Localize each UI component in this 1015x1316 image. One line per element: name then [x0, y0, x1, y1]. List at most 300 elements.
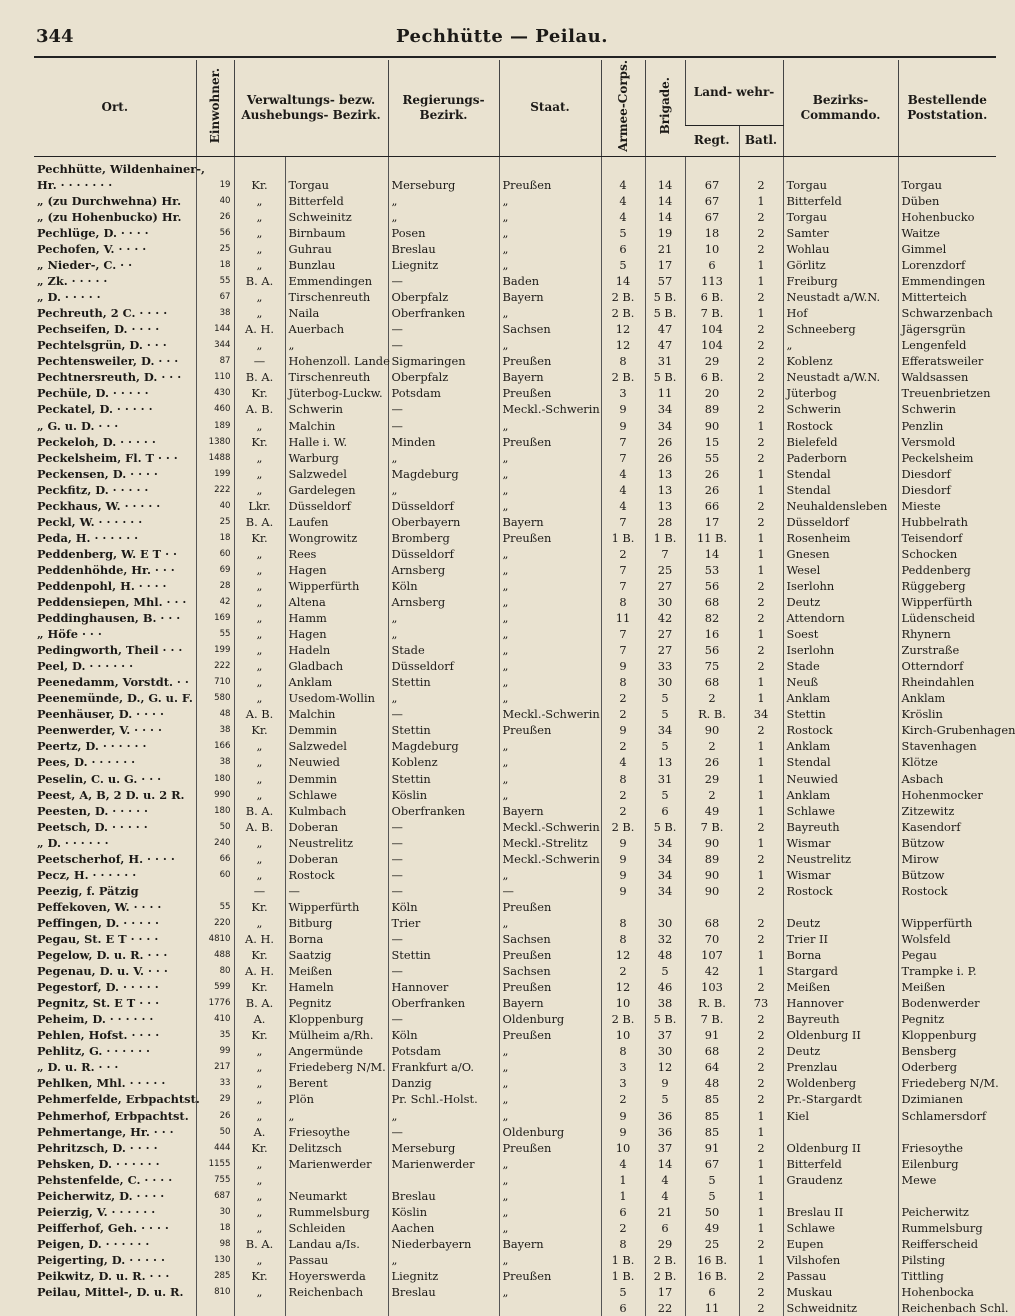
bataillon-cell: 2 [739, 1075, 783, 1091]
regierung-cell: — [388, 1124, 499, 1140]
col-header-poststation: Bestellende Poststation. [898, 60, 996, 156]
verwaltung-type-cell: Kr. [234, 530, 285, 546]
table-row [34, 690, 996, 706]
armee-corps-cell: 9 [601, 883, 645, 899]
regiment-cell: 11 B. [685, 530, 739, 546]
table-row [34, 771, 996, 787]
einwohner-cell: 30 [196, 1204, 234, 1220]
einwohner-cell: 38 [196, 754, 234, 770]
ort-cell: Pegnitz, St. E T · · · [37, 996, 160, 1011]
staat-cell: Preußen [499, 899, 601, 915]
verwaltung-bezirk-cell: „ [285, 337, 388, 353]
armee-corps-cell: 4 [601, 1156, 645, 1172]
table-row [34, 1075, 996, 1091]
bataillon-cell: 2 [739, 915, 783, 931]
regiment-cell: 67 [685, 193, 739, 209]
poststation-cell [898, 156, 996, 177]
poststation-cell: Hohenbucko [898, 209, 996, 225]
bataillon-cell: 1 [739, 305, 783, 321]
brigade-cell: 46 [645, 979, 685, 995]
staat-cell: „ [499, 1075, 601, 1091]
ort-cell: „ Nieder-, C. · · [37, 258, 133, 273]
regierung-cell: „ [388, 1252, 499, 1268]
table-row [34, 337, 996, 353]
staat-cell: Preußen [499, 177, 601, 193]
einwohner-cell: 444 [196, 1140, 234, 1156]
ort-cell: Pehlitz, G. · · · · · · [37, 1044, 150, 1059]
bezirkskommando-cell: Bitterfeld [783, 1156, 898, 1172]
bezirkskommando-cell: Anklam [783, 787, 898, 803]
ort-cell: „ Zk. · · · · · [37, 274, 108, 289]
verwaltung-bezirk-cell: Bitterfeld [285, 193, 388, 209]
verwaltung-bezirk-cell: Malchin [285, 706, 388, 722]
regierung-cell: Magdeburg [388, 466, 499, 482]
poststation-cell: Schocken [898, 546, 996, 562]
armee-corps-cell: 2 B. [601, 289, 645, 305]
brigade-cell: 37 [645, 1140, 685, 1156]
einwohner-cell: 19 [196, 177, 234, 193]
bezirkskommando-cell: Torgau [783, 209, 898, 225]
armee-corps-cell: 2 [601, 706, 645, 722]
verwaltung-type-cell: Kr. [234, 979, 285, 995]
poststation-cell: Asbach [898, 771, 996, 787]
verwaltung-type-cell: „ [234, 450, 285, 466]
verwaltung-bezirk-cell: Reichenbach [285, 1284, 388, 1300]
regiment-cell: 64 [685, 1059, 739, 1075]
bezirkskommando-cell: Pr.-Stargardt [783, 1091, 898, 1107]
ort-cell: Peesten, D. · · · · · [37, 803, 148, 818]
einwohner-cell: 410 [196, 1011, 234, 1027]
staat-cell: Preußen [499, 434, 601, 450]
einwohner-cell: 180 [196, 803, 234, 819]
table-row [34, 835, 996, 851]
einwohner-cell: 26 [196, 209, 234, 225]
poststation-cell: Tittling [898, 1268, 996, 1284]
table-row [34, 466, 996, 482]
regiment-cell: 2 [685, 738, 739, 754]
regiment-cell: 104 [685, 321, 739, 337]
einwohner-cell: 33 [196, 1075, 234, 1091]
staat-cell: „ [499, 305, 601, 321]
regierung-cell: Düsseldorf [388, 498, 499, 514]
poststation-cell: Rhynern [898, 626, 996, 642]
table-row [34, 1172, 996, 1188]
ort-cell: Pechtnersreuth, D. · · · [37, 370, 182, 385]
armee-corps-cell [601, 899, 645, 915]
brigade-cell: 13 [645, 482, 685, 498]
armee-corps-cell: 9 [601, 722, 645, 738]
staat-cell: „ [499, 738, 601, 754]
bataillon-cell: 2 [739, 1284, 783, 1300]
regierung-cell: — [388, 401, 499, 417]
poststation-cell: Efferatsweiler [898, 353, 996, 369]
regiment-cell: 68 [685, 674, 739, 690]
bezirkskommando-cell: Anklam [783, 690, 898, 706]
bezirkskommando-cell [783, 1124, 898, 1140]
brigade-cell: 4 [645, 1188, 685, 1204]
regiment-cell: 50 [685, 1204, 739, 1220]
verwaltung-bezirk-cell: Halle i. W. [285, 434, 388, 450]
regierung-cell: „ [388, 450, 499, 466]
verwaltung-bezirk-cell: Tirschenreuth [285, 369, 388, 385]
staat-cell: „ [499, 626, 601, 642]
ort-cell: Peifferhof, Geh. · · · · [37, 1220, 169, 1235]
table-row [34, 1156, 996, 1172]
armee-corps-cell: 1 B. [601, 530, 645, 546]
brigade-cell: 30 [645, 674, 685, 690]
regierung-cell: Stade [388, 642, 499, 658]
poststation-cell: Peckelsheim [898, 450, 996, 466]
table-row [34, 434, 996, 450]
bataillon-cell: 1 [739, 803, 783, 819]
staat-cell: „ [499, 1059, 601, 1075]
regiment-cell: 56 [685, 578, 739, 594]
ort-cell: Pegau, St. E T · · · · [37, 932, 159, 946]
regiment-cell: 107 [685, 947, 739, 963]
bataillon-cell: 1 [739, 1108, 783, 1124]
verwaltung-type-cell: Kr. [234, 722, 285, 738]
armee-corps-cell: 4 [601, 498, 645, 514]
ort-cell: Pechreuth, 2 C. · · · · [37, 306, 168, 321]
ort-cell: Peikwitz, D. u. R. · · · [37, 1268, 170, 1283]
einwohner-cell: 60 [196, 546, 234, 562]
ort-cell: Pechlüge, D. · · · · [37, 225, 149, 240]
bataillon-cell: 1 [739, 738, 783, 754]
einwohner-cell: 130 [196, 1252, 234, 1268]
armee-corps-cell: 3 [601, 385, 645, 401]
regierung-cell: Stettin [388, 947, 499, 963]
bataillon-cell: 2 [739, 289, 783, 305]
col-header-regierung: Regierungs- Bezirk. [388, 60, 499, 156]
bezirkskommando-cell: Gnesen [783, 546, 898, 562]
brigade-cell [645, 156, 685, 177]
einwohner-cell: 67 [196, 289, 234, 305]
bataillon-cell [739, 156, 783, 177]
brigade-cell: 34 [645, 867, 685, 883]
verwaltung-type-cell: — [234, 353, 285, 369]
bataillon-cell: 2 [739, 450, 783, 466]
bataillon-cell: 2 [739, 594, 783, 610]
regiment-cell: 29 [685, 771, 739, 787]
regierung-cell: Köslin [388, 787, 499, 803]
verwaltung-bezirk-cell: Tirschenreuth [285, 289, 388, 305]
armee-corps-cell: 2 [601, 963, 645, 979]
staat-cell: „ [499, 1204, 601, 1220]
table-row [34, 787, 996, 803]
brigade-cell: 34 [645, 883, 685, 899]
verwaltung-type-cell: „ [234, 1043, 285, 1059]
brigade-cell: 47 [645, 321, 685, 337]
poststation-cell: Otterndorf [898, 658, 996, 674]
brigade-cell: 14 [645, 193, 685, 209]
armee-corps-cell: 12 [601, 979, 645, 995]
table-row [34, 915, 996, 931]
armee-corps-cell: 11 [601, 610, 645, 626]
einwohner-cell: 42 [196, 594, 234, 610]
verwaltung-type-cell: A. [234, 1124, 285, 1140]
verwaltung-type-cell: Kr. [234, 1140, 285, 1156]
armee-corps-cell: 7 [601, 434, 645, 450]
poststation-cell: Dzimianen [898, 1091, 996, 1107]
staat-cell: „ [499, 337, 601, 353]
staat-cell: Preußen [499, 530, 601, 546]
regiment-cell: 15 [685, 434, 739, 450]
verwaltung-bezirk-cell: Wipperfürth [285, 899, 388, 915]
armee-corps-cell: 2 [601, 1091, 645, 1107]
verwaltung-bezirk-cell: Doberan [285, 851, 388, 867]
regiment-cell: 90 [685, 722, 739, 738]
table-row [34, 1284, 996, 1300]
einwohner-cell: 28 [196, 578, 234, 594]
table-row [34, 610, 996, 626]
bataillon-cell: 1 [739, 482, 783, 498]
regiment-cell: 85 [685, 1108, 739, 1124]
brigade-cell: 34 [645, 417, 685, 433]
einwohner-cell: 110 [196, 369, 234, 385]
bataillon-cell: 2 [739, 369, 783, 385]
bataillon-cell: 2 [739, 883, 783, 899]
regierung-cell: — [388, 851, 499, 867]
poststation-cell: Zitzewitz [898, 803, 996, 819]
table-row [34, 289, 996, 305]
poststation-cell: Peicherwitz [898, 1204, 996, 1220]
ort-cell: Peierzig, V. · · · · · · [37, 1204, 156, 1219]
verwaltung-type-cell: „ [234, 1075, 285, 1091]
einwohner-cell: 66 [196, 851, 234, 867]
verwaltung-type-cell: B. A. [234, 1236, 285, 1252]
verwaltung-type-cell: Kr. [234, 1027, 285, 1043]
ort-cell: Pechüle, D. · · · · · [37, 386, 149, 401]
armee-corps-cell: 10 [601, 1027, 645, 1043]
staat-cell: Preußen [499, 353, 601, 369]
regierung-cell: Stettin [388, 771, 499, 787]
bataillon-cell: 1 [739, 771, 783, 787]
bataillon-cell: 2 [739, 498, 783, 514]
regiment-cell: 26 [685, 466, 739, 482]
ort-cell: Pehstenfelde, C. · · · · [37, 1172, 173, 1187]
regiment-cell: 89 [685, 401, 739, 417]
regiment-cell: R. B. [685, 995, 739, 1011]
ort-cell: Peel, D. · · · · · · [37, 659, 134, 674]
regiment-cell: 104 [685, 337, 739, 353]
staat-cell: Sachsen [499, 931, 601, 947]
verwaltung-bezirk-cell: Schwerin [285, 401, 388, 417]
ort-cell: Pegestorf, D. · · · · · [37, 980, 159, 995]
ort-cell: Peetsch, D. · · · · · [37, 819, 148, 834]
armee-corps-cell: 12 [601, 337, 645, 353]
einwohner-cell: 18 [196, 530, 234, 546]
verwaltung-type-cell: „ [234, 658, 285, 674]
brigade-cell: 27 [645, 642, 685, 658]
poststation-cell: Klötze [898, 754, 996, 770]
staat-cell: „ [499, 1043, 601, 1059]
brigade-cell: 30 [645, 915, 685, 931]
regiment-cell [685, 899, 739, 915]
bataillon-cell: 2 [739, 722, 783, 738]
ort-cell: Peffingen, D. · · · · · [37, 915, 159, 930]
brigade-cell: 4 [645, 1172, 685, 1188]
einwohner-cell: 87 [196, 353, 234, 369]
armee-corps-cell: 2 [601, 787, 645, 803]
regierung-cell: Düsseldorf [388, 658, 499, 674]
verwaltung-type-cell: „ [234, 241, 285, 257]
einwohner-cell: 199 [196, 642, 234, 658]
verwaltung-bezirk-cell: Laufen [285, 514, 388, 530]
poststation-cell: Pegau [898, 947, 996, 963]
armee-corps-cell: 2 [601, 690, 645, 706]
table-row [34, 642, 996, 658]
ort-cell: Peenhäuser, D. · · · · [37, 707, 164, 722]
regiment-cell: 85 [685, 1124, 739, 1140]
brigade-cell: 9 [645, 1075, 685, 1091]
verwaltung-bezirk-cell: Hagen [285, 562, 388, 578]
ort-cell: Peheim, D. · · · · · · [37, 1012, 154, 1027]
verwaltung-type-cell: „ [234, 915, 285, 931]
table-row [34, 1188, 996, 1204]
ort-cell: Pechofen, V. · · · · [37, 241, 147, 256]
regiment-cell: 70 [685, 931, 739, 947]
regiment-cell: 16 B. [685, 1268, 739, 1284]
verwaltung-bezirk-cell: Bitburg [285, 915, 388, 931]
bataillon-cell: 2 [739, 1011, 783, 1027]
bezirkskommando-cell: Stendal [783, 466, 898, 482]
brigade-cell: 36 [645, 1108, 685, 1124]
regiment-cell: 10 [685, 241, 739, 257]
table-row [34, 963, 996, 979]
verwaltung-type-cell: „ [234, 578, 285, 594]
armee-corps-cell: 8 [601, 931, 645, 947]
regiment-cell: 2 [685, 787, 739, 803]
verwaltung-type-cell: „ [234, 626, 285, 642]
table-row [34, 626, 996, 642]
regiment-cell: 5 [685, 1188, 739, 1204]
poststation-cell: Schlamersdorf [898, 1108, 996, 1124]
poststation-cell: Oderberg [898, 1059, 996, 1075]
einwohner-cell: 60 [196, 867, 234, 883]
armee-corps-cell: 2 B. [601, 305, 645, 321]
einwohner-cell: 55 [196, 899, 234, 915]
verwaltung-type-cell: A. H. [234, 963, 285, 979]
einwohner-cell: 55 [196, 273, 234, 289]
armee-corps-cell: 6 [601, 241, 645, 257]
ort-cell: Peckensen, D. · · · · [37, 466, 158, 481]
poststation-cell: Kröslin [898, 706, 996, 722]
armee-corps-cell: 4 [601, 754, 645, 770]
regierung-cell: Arnsberg [388, 562, 499, 578]
bezirkskommando-cell: Stade [783, 658, 898, 674]
armee-corps-cell: 7 [601, 562, 645, 578]
ort-cell: Peddenberg, W. E T · · [37, 546, 178, 561]
bezirkskommando-cell: Muskau [783, 1284, 898, 1300]
einwohner-cell: 80 [196, 963, 234, 979]
verwaltung-type-cell: „ [234, 754, 285, 770]
einwohner-cell [196, 883, 234, 899]
staat-cell: Oldenburg [499, 1011, 601, 1027]
einwohner-cell: 29 [196, 1091, 234, 1107]
bataillon-cell: 2 [739, 321, 783, 337]
bezirkskommando-cell: Torgau [783, 177, 898, 193]
verwaltung-bezirk-cell: Friesoythe [285, 1124, 388, 1140]
bezirkskommando-cell: Prenzlau [783, 1059, 898, 1075]
col-header-staat: Staat. [499, 60, 601, 156]
bezirkskommando-cell [783, 156, 898, 177]
bezirkskommando-cell: Vilshofen [783, 1252, 898, 1268]
table-row [34, 530, 996, 546]
bataillon-cell: 34 [739, 706, 783, 722]
ort-cell: „ D. · · · · · · [37, 835, 109, 850]
ort-cell: Peckfitz, D. · · · · · [37, 482, 149, 497]
poststation-cell: Rheindahlen [898, 674, 996, 690]
verwaltung-bezirk-cell: Plön [285, 1091, 388, 1107]
staat-cell: „ [499, 642, 601, 658]
staat-cell: „ [499, 1156, 601, 1172]
staat-cell: „ [499, 610, 601, 626]
verwaltung-bezirk-cell: Demmin [285, 722, 388, 738]
bezirkskommando-cell: Kiel [783, 1108, 898, 1124]
bezirkskommando-cell: Bayreuth [783, 1011, 898, 1027]
verwaltung-bezirk-cell: Neumarkt [285, 1188, 388, 1204]
verwaltung-bezirk-cell: Gladbach [285, 658, 388, 674]
bezirkskommando-cell: Breslau II [783, 1204, 898, 1220]
armee-corps-cell: 9 [601, 835, 645, 851]
table-row [34, 1108, 996, 1124]
poststation-cell: Wolsfeld [898, 931, 996, 947]
ort-cell: Pehritzsch, D. · · · · [37, 1140, 158, 1155]
poststation-cell: Rostock [898, 883, 996, 899]
verwaltung-bezirk-cell: Gardelegen [285, 482, 388, 498]
bataillon-cell: 73 [739, 995, 783, 1011]
ort-cell: Pegenau, D. u. V. · · · [37, 964, 168, 979]
verwaltung-bezirk-cell: Neuwied [285, 754, 388, 770]
bezirkskommando-cell: Samter [783, 225, 898, 241]
regierung-cell: Oberpfalz [388, 289, 499, 305]
verwaltung-bezirk-cell: Hagen [285, 626, 388, 642]
page-title: Pechhütte — Peilau. [395, 26, 609, 47]
verwaltung-bezirk-cell: Demmin [285, 771, 388, 787]
armee-corps-cell: 3 [601, 1059, 645, 1075]
einwohner-cell: 166 [196, 738, 234, 754]
bezirkskommando-cell: Woldenberg [783, 1075, 898, 1091]
bataillon-cell: 1 [739, 1156, 783, 1172]
staat-cell: „ [499, 690, 601, 706]
verwaltung-type-cell: „ [234, 562, 285, 578]
staat-cell: Bayern [499, 369, 601, 385]
table-row [34, 803, 996, 819]
ort-cell: Peigen, D. · · · · · · [37, 1236, 150, 1251]
poststation-cell: Teisendorf [898, 530, 996, 546]
verwaltung-bezirk-cell: Anklam [285, 674, 388, 690]
poststation-cell: Schwerin [898, 401, 996, 417]
brigade-cell: 17 [645, 257, 685, 273]
brigade-cell: 27 [645, 626, 685, 642]
einwohner-cell: 344 [196, 337, 234, 353]
staat-cell: Oldenburg [499, 1124, 601, 1140]
ort-cell: Pecz, H. · · · · · · [37, 867, 137, 882]
poststation-cell: Meißen [898, 979, 996, 995]
armee-corps-cell: 3 [601, 1075, 645, 1091]
bezirkskommando-cell: Görlitz [783, 257, 898, 273]
regiment-cell: 68 [685, 594, 739, 610]
bezirkskommando-cell: Rostock [783, 722, 898, 738]
regierung-cell: Potsdam [388, 1043, 499, 1059]
bataillon-cell: 1 [739, 193, 783, 209]
poststation-cell: Eilenburg [898, 1156, 996, 1172]
regierung-cell: Koblenz [388, 754, 499, 770]
verwaltung-type-cell: B. A. [234, 273, 285, 289]
verwaltung-bezirk-cell: Schleiden [285, 1220, 388, 1236]
verwaltung-bezirk-cell: Birnbaum [285, 225, 388, 241]
armee-corps-cell: 2 B. [601, 819, 645, 835]
